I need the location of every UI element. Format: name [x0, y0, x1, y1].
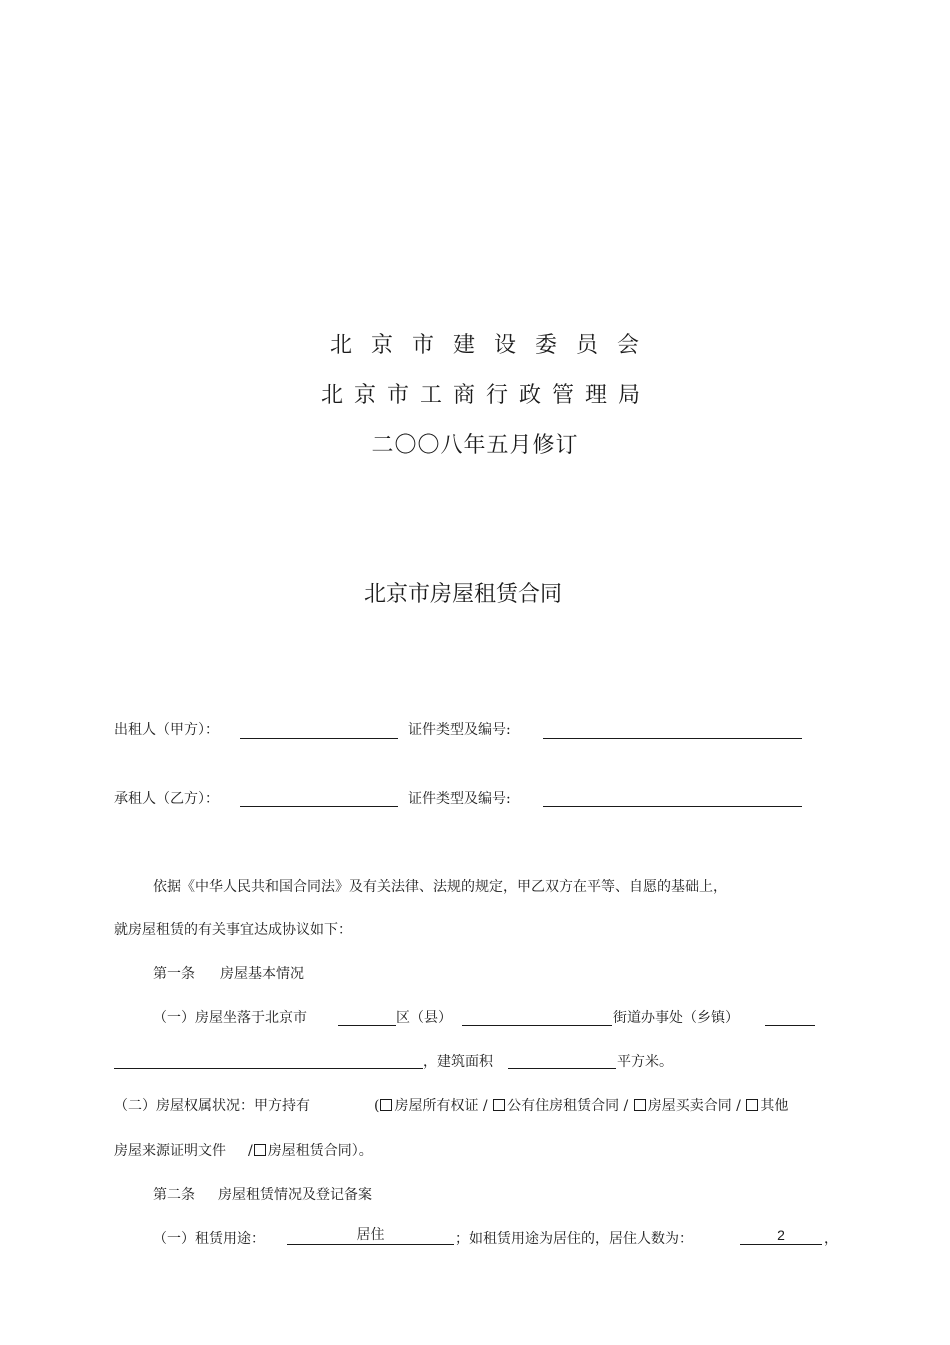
- ownership-options: ( 房屋所有权证 / 公有住房租赁合同 / 房屋买卖合同 / 其他: [374, 1098, 789, 1114]
- lessee-name-field[interactable]: [240, 806, 398, 807]
- contract-title: 北京市房屋租赁合同: [363, 582, 562, 607]
- lessor-id-label: 证件类型及编号:: [408, 722, 511, 738]
- article-2-number: 第二条: [153, 1187, 195, 1203]
- street-field[interactable]: [765, 1025, 815, 1026]
- residents-field[interactable]: 2: [740, 1227, 822, 1245]
- lessee-id-label: 证件类型及编号:: [408, 791, 511, 807]
- lessor-id-field[interactable]: [543, 738, 802, 739]
- preamble-line-1: 依据《中华人民共和国合同法》及有关法律、法规的规定，甲乙双方在平等、自愿的基础上，: [153, 879, 727, 895]
- issuer-line-2: 北京市工商行政管理局: [320, 383, 651, 408]
- area-label: ，建筑面积: [423, 1054, 493, 1070]
- lessee-id-field[interactable]: [543, 806, 802, 807]
- issuer-line-1: 北京市建设委员会: [329, 333, 658, 358]
- checkbox-lease-contract[interactable]: [254, 1144, 266, 1156]
- ownership-line-2: 房屋来源证明文件: [114, 1143, 226, 1159]
- address-field[interactable]: [114, 1068, 423, 1069]
- article-1-heading: 房屋基本情况: [220, 966, 304, 982]
- lessor-name-field[interactable]: [240, 738, 398, 739]
- city-district-field[interactable]: [338, 1025, 396, 1026]
- usage-field[interactable]: 居住: [287, 1227, 454, 1245]
- lessor-label: 出租人（甲方）：: [114, 722, 219, 738]
- checkbox-other[interactable]: [746, 1099, 758, 1111]
- checkbox-public-housing[interactable]: [493, 1099, 505, 1111]
- area-field[interactable]: [508, 1068, 616, 1069]
- preamble-line-2: 就房屋租赁的有关事宜达成协议如下：: [114, 922, 352, 938]
- street-label: 街道办事处（乡镇）: [613, 1010, 739, 1026]
- ownership-label: （二）房屋权属状况：甲方持有: [114, 1098, 310, 1114]
- article-1-number: 第一条: [153, 966, 195, 982]
- checkbox-ownership-cert[interactable]: [380, 1099, 392, 1111]
- revision-date: 二〇〇八年五月修订: [371, 433, 579, 458]
- district-field[interactable]: [462, 1025, 612, 1026]
- usage-label: （一）租赁用途：: [153, 1231, 265, 1247]
- residents-label: ；如租赁用途为居住的，居住人数为：: [455, 1231, 693, 1247]
- article-2-heading: 房屋租赁情况及登记备案: [218, 1187, 372, 1203]
- ownership-option-5: / 房屋租赁合同）。: [248, 1143, 373, 1159]
- area-unit: 平方米。: [617, 1054, 673, 1070]
- checkbox-purchase-contract[interactable]: [634, 1099, 646, 1111]
- location-prefix: （一）房屋坐落于北京市: [153, 1010, 307, 1026]
- lessee-label: 承租人（乙方）：: [114, 791, 219, 807]
- residents-end-punct: ，: [824, 1231, 838, 1247]
- district-label: 区（县）: [396, 1010, 452, 1026]
